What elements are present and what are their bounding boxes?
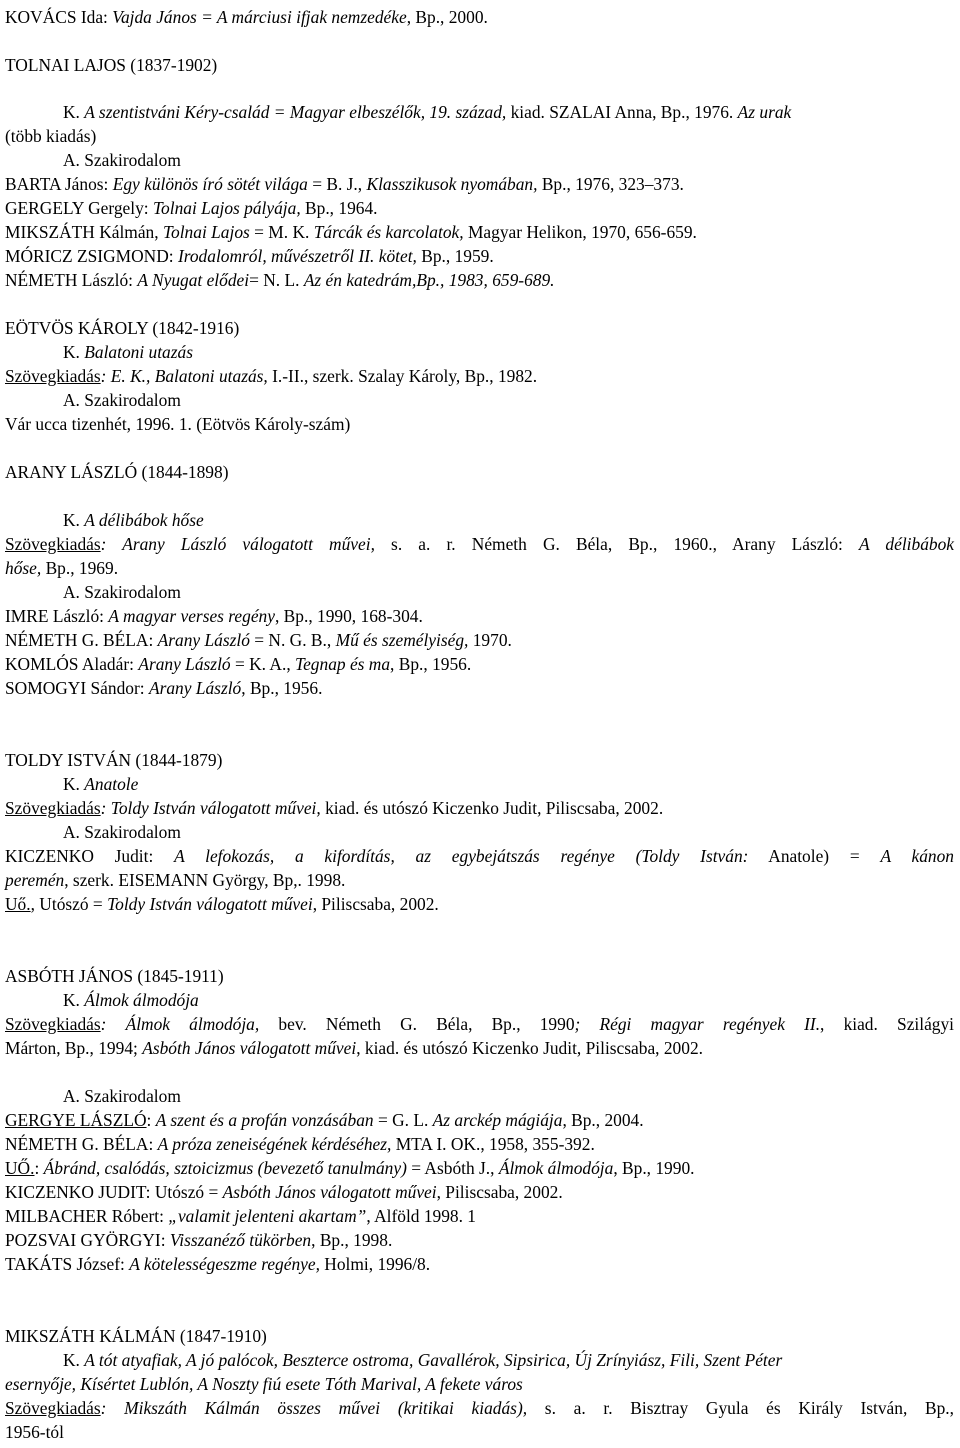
bib-entry: MILBACHER Róbert: „valamit jelenteni akartam”, Alföld 1998. 1: [5, 1206, 476, 1226]
edition-line-cont: hőse, Bp., 1969.: [5, 558, 119, 578]
works-line: K. A szentistváni Kéry-család = Magyar elbeszélők, 19. század, kiad. SZALAI Anna, Bp., 1976. Az urak: [63, 102, 792, 122]
bib-entry: KOVÁCS Ida: Vajda János = A márciusi ifjak nemzedéke, Bp., 2000.: [5, 7, 488, 27]
section-heading: ARANY LÁSZLÓ (1844-1898): [5, 462, 229, 482]
bib-entry: IMRE László: A magyar verses regény, Bp., 1990, 168-304.: [5, 606, 423, 626]
edition-line: Szövegkiadás: Mikszáth Kálmán összes művei (kritikai kiadás), s. a. r. Bisztray Gyula és Király István, Bp.,: [5, 1398, 954, 1418]
section-heading: EÖTVÖS KÁROLY (1842-1916): [5, 318, 240, 338]
section-heading: ASBÓTH JÁNOS (1845-1911): [5, 966, 224, 986]
bib-entry: UŐ.: Ábránd, csalódás, sztoicizmus (bevezető tanulmány) = Asbóth J., Álmok álmodója, Bp., 1990.: [5, 1158, 695, 1178]
edition-line-cont: 1956-tól: [5, 1422, 64, 1442]
bib-entry: KOMLÓS Aladár: Arany László = K. A., Tegnap és ma, Bp., 1956.: [5, 654, 472, 674]
bib-entry: SOMOGYI Sándor: Arany László, Bp., 1956.: [5, 678, 323, 698]
bib-entry: MÓRICZ ZSIGMOND: Irodalomról, művészetről II. kötet, Bp., 1959.: [5, 246, 494, 266]
bib-entry: GERGYE LÁSZLÓ: A szent és a profán vonzásában = G. L. Az arckép mágiája, Bp., 2004.: [5, 1110, 644, 1130]
works-line-cont: esernyője, Kísértet Lublón, A Noszty fiú esete Tóth Marival, A fekete város: [5, 1374, 523, 1394]
section-heading: TOLDY ISTVÁN (1844-1879): [5, 750, 223, 770]
bib-entry: BARTA János: Egy különös író sötét világa = B. J., Klasszikusok nyomában, Bp., 1976, 323–373.: [5, 174, 684, 194]
bib-entry: POZSVAI GYÖRGYI: Visszanéző tükörben, Bp., 1998.: [5, 1230, 393, 1250]
subheading-literature: A. Szakirodalom: [63, 150, 181, 170]
works-line: K. A délibábok hőse: [63, 510, 204, 530]
bib-entry: KICZENKO JUDIT: Utószó = Asbóth János válogatott művei, Piliscsaba, 2002.: [5, 1182, 563, 1202]
bib-entry: GERGELY Gergely: Tolnai Lajos pályája, Bp., 1964.: [5, 198, 378, 218]
works-line: K. Anatole: [63, 774, 139, 794]
bib-entry: KICZENKO Judit: A lefokozás, a kifordítás, az egybejátszás regénye (Toldy István: Anatole) = A kánon: [5, 846, 955, 866]
edition-line: Szövegkiadás: Álmok álmodója, bev. Németh G. Béla, Bp., 1990; Régi magyar regények II., kiad. Szilágyi: [5, 1014, 955, 1034]
bib-entry-cont: peremén, szerk. EISEMANN György, Bp,. 1998.: [5, 870, 346, 890]
section-heading: TOLNAI LAJOS (1837-1902): [5, 55, 218, 75]
bib-entry: Vár ucca tizenhét, 1996. 1. (Eötvös Károly-szám): [5, 414, 351, 434]
edition-line-cont: Márton, Bp., 1994; Asbóth János válogatott művei, kiad. és utószó Kiczenko Judit, Piliscsaba, 2002.: [5, 1038, 703, 1058]
subheading-literature: A. Szakirodalom: [63, 1086, 181, 1106]
edition-line: Szövegkiadás: Arany László válogatott művei, s. a. r. Németh G. Béla, Bp., 1960., Arany László: A délibábok: [5, 534, 954, 554]
works-line: K. Balatoni utazás: [63, 342, 193, 362]
works-line: K. Álmok álmodója: [63, 990, 199, 1010]
subheading-literature: A. Szakirodalom: [63, 582, 181, 602]
subheading-literature: A. Szakirodalom: [63, 822, 181, 842]
edition-line: Szövegkiadás: E. K., Balatoni utazás, I.-II., szerk. Szalay Károly, Bp., 1982.: [5, 366, 538, 386]
bib-entry: TAKÁTS József: A kötelességeszme regénye, Holmi, 1996/8.: [5, 1254, 431, 1274]
bib-entry: NÉMETH László: A Nyugat elődei= N. L. Az én katedrám,Bp., 1983, 659-689.: [5, 270, 555, 290]
bib-entry: MIKSZÁTH Kálmán, Tolnai Lajos = M. K. Tárcák és karcolatok, Magyar Helikon, 1970, 656-659.: [5, 222, 697, 242]
bib-entry: NÉMETH G. BÉLA: A próza zeneiségének kérdéséhez, MTA I. OK., 1958, 355-392.: [5, 1134, 595, 1154]
bib-entry: NÉMETH G. BÉLA: Arany László = N. G. B., Mű és személyiség, 1970.: [5, 630, 512, 650]
bib-entry: Uő., Utószó = Toldy István válogatott művei, Piliscsaba, 2002.: [5, 894, 439, 914]
section-heading: MIKSZÁTH KÁLMÁN (1847-1910): [5, 1326, 267, 1346]
works-line-cont: (több kiadás): [5, 126, 97, 146]
works-line: K. A tót atyafiak, A jó palócok, Beszterce ostroma, Gavallérok, Sipsirica, Új Zrínyiász, Fili, Szent Péter: [63, 1350, 783, 1370]
edition-line: Szövegkiadás: Toldy István válogatott művei, kiad. és utószó Kiczenko Judit, Piliscsaba, 2002.: [5, 798, 664, 818]
subheading-literature: A. Szakirodalom: [63, 390, 181, 410]
